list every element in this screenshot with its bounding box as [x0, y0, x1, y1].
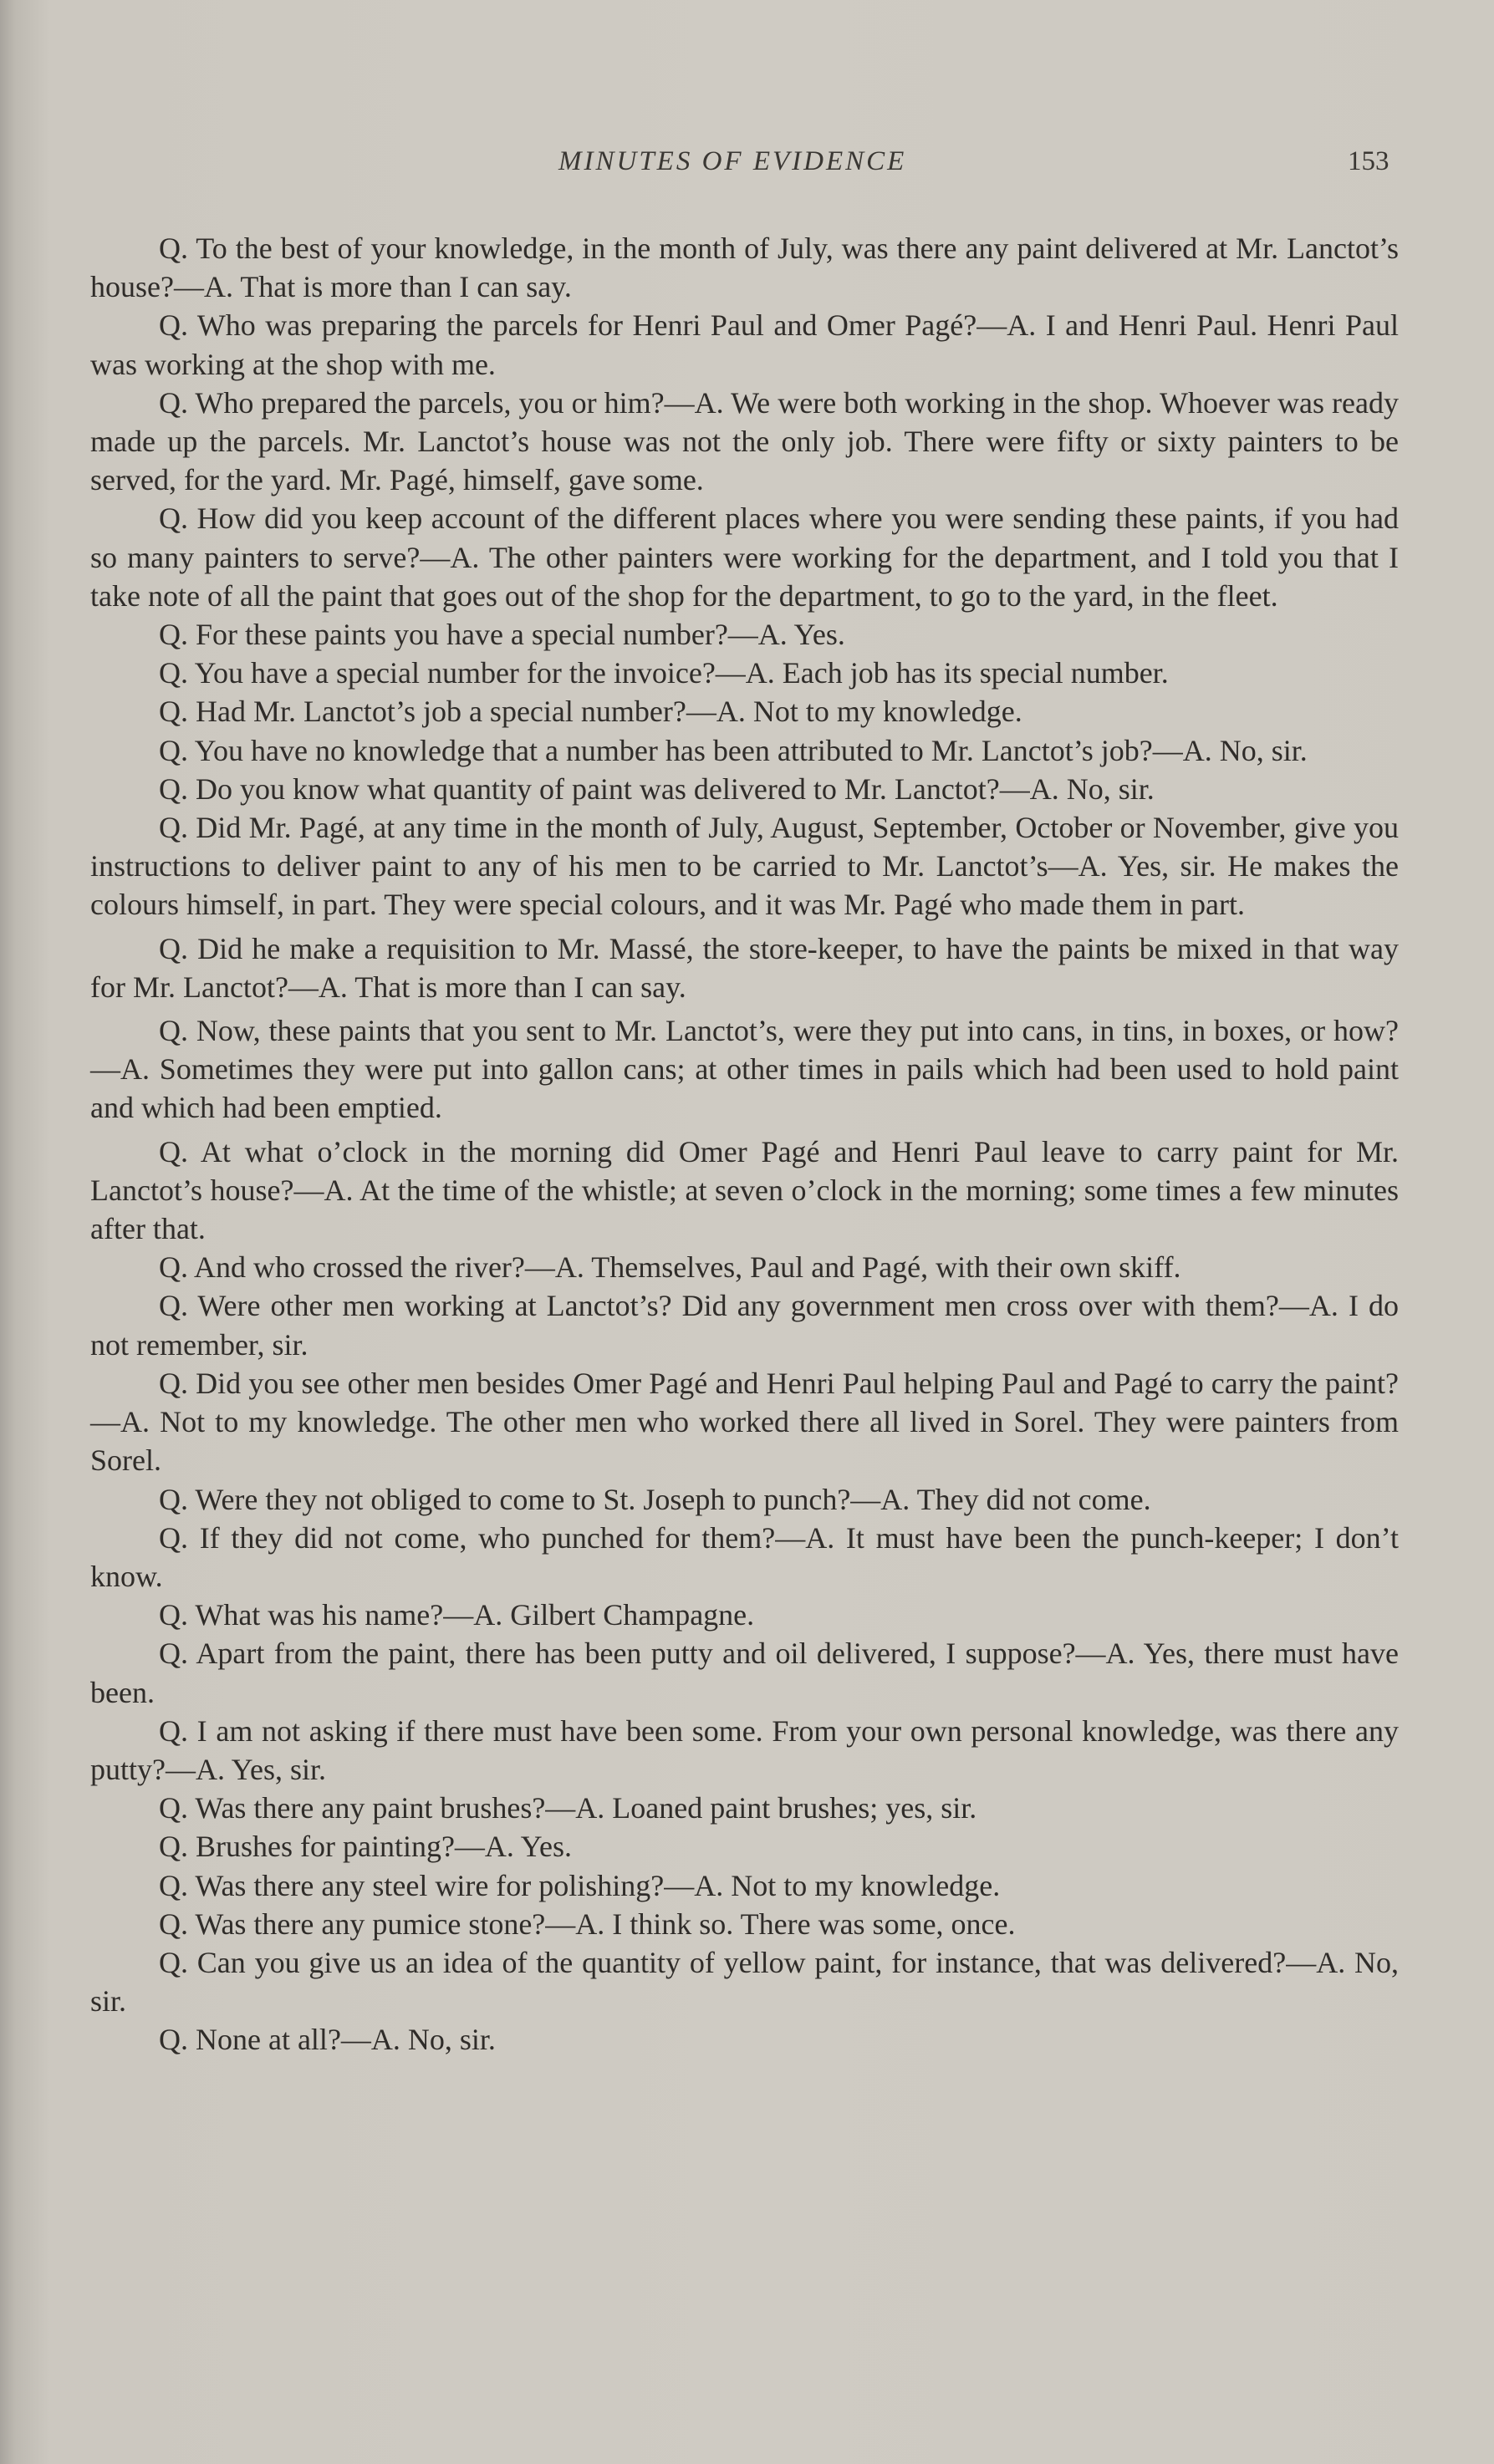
qa-paragraph: Q. Were they not obliged to come to St. Joseph to punch?—A. They did not come. [159, 1482, 1151, 1516]
qa-paragraph: Q. To the best of your knowledge, in the month of July, was there any paint delivered at Mr. Lanctot’s house?—A. That is more than I can say. [90, 232, 1399, 304]
qa-paragraph: Q. Were other men working at Lanctot’s? Did any government men cross over with them?—A. I do not remember, sir. [90, 1289, 1399, 1362]
qa-paragraph: Q. Who was preparing the parcels for Henri Paul and Omer Pagé?—A. I and Henri Paul. Henri Paul was working at the shop with me. [90, 308, 1399, 381]
qa-paragraph: Q. If they did not come, who punched for them?—A. It must have been the punch-keeper; I don’t know. [90, 1520, 1399, 1593]
qa-paragraph: Q. None at all?—A. No, sir. [159, 2023, 496, 2057]
qa-paragraph: Q. Was there any paint brushes?—A. Loaned paint brushes; yes, sir. [159, 1791, 977, 1825]
qa-paragraph: Q. Who prepared the parcels, you or him?—A. We were both working in the shop. Whoever was ready made up the parcels. Mr. Lanctot’s house was not the only job. There were fifty or sixty painters to be served, for the yard. Mr. Pagé, himself, gave some. [90, 385, 1399, 497]
qa-paragraph: Q. What was his name?—A. Gilbert Champagne. [159, 1598, 755, 1632]
qa-paragraph: Q. Had Mr. Lanctot’s job a special number?—A. Not to my knowledge. [159, 695, 1022, 729]
page-header [0, 146, 1494, 188]
qa-paragraph: Q. Can you give us an idea of the quantity of yellow paint, for instance, that was delivered?—A. No, sir. [90, 1945, 1399, 2019]
qa-paragraph: Q. For these paints you have a special number?—A. Yes. [159, 618, 845, 652]
qa-paragraph: Q. Was there any steel wire for polishing?—A. Not to my knowledge. [159, 1868, 1001, 1902]
qa-paragraph: Q. Did he make a requisition to Mr. Massé, the store-keeper, to have the paints be mixed in that way for Mr. Lanctot?—A. That is more than I can say. [90, 931, 1399, 1004]
minutes-body [90, 229, 1399, 2059]
page-number: 153 [1348, 146, 1389, 176]
qa-paragraph: Q. Was there any pumice stone?—A. I think so. There was some, once. [159, 1907, 1016, 1941]
qa-paragraph: Q. Did you see other men besides Omer Pagé and Henri Paul helping Paul and Pagé to carry the paint?—A. Not to my knowledge. The other men who worked there all lived in Sorel. They were painters from Sorel. [90, 1366, 1399, 1478]
qa-paragraph: Q. I am not asking if there must have been some. From your own personal knowledge, was there any putty?—A. Yes, sir. [90, 1713, 1399, 1786]
qa-paragraph: Q. At what o’clock in the morning did Omer Pagé and Henri Paul leave to carry paint for Mr. Lanctot’s house?—A. At the time of the whistle; at seven o’clock in the morning; some times a few minutes after that. [90, 1134, 1399, 1246]
qa-paragraph: Q. Brushes for painting?—A. Yes. [159, 1830, 572, 1864]
qa-paragraph: Q. You have a special number for the invoice?—A. Each job has its special number. [159, 656, 1169, 690]
qa-paragraph: Q. Apart from the paint, there has been putty and oil delivered, I suppose?—A. Yes, there must have been. [90, 1637, 1399, 1709]
qa-paragraph: Q. How did you keep account of the different places where you were sending these paints, if you had so many painters to serve?—A. The other painters were working for the department, and I told you that I take note of all the paint that goes out of the shop for the department, to go to the yard, in the fleet. [90, 501, 1399, 613]
qa-paragraph: Q. Did Mr. Pagé, at any time in the month of July, August, September, October or November, give you instructions to deliver paint to any of his men to be carried to Mr. Lanctot’s—A. Yes, sir. He makes the colours himself, in part. They were special colours, and it was Mr. Pagé who made them in part. [90, 811, 1399, 922]
qa-paragraph: Q. And who crossed the river?—A. Themselves, Paul and Pagé, with their own skiff. [159, 1250, 1181, 1285]
qa-paragraph: Q. Do you know what quantity of paint was delivered to Mr. Lanctot?—A. No, sir. [159, 771, 1155, 806]
running-title: MINUTES OF EVIDENCE [558, 146, 907, 176]
qa-paragraph: Q. You have no knowledge that a number has been attributed to Mr. Lanctot’s job?—A. No, sir. [159, 733, 1308, 767]
qa-paragraph: Q. Now, these paints that you sent to Mr. Lanctot’s, were they put into cans, in tins, in boxes, or how?—A. Sometimes they were put into gallon cans; at other times in pails which had been used to hold paint and which had been emptied. [90, 1014, 1399, 1125]
